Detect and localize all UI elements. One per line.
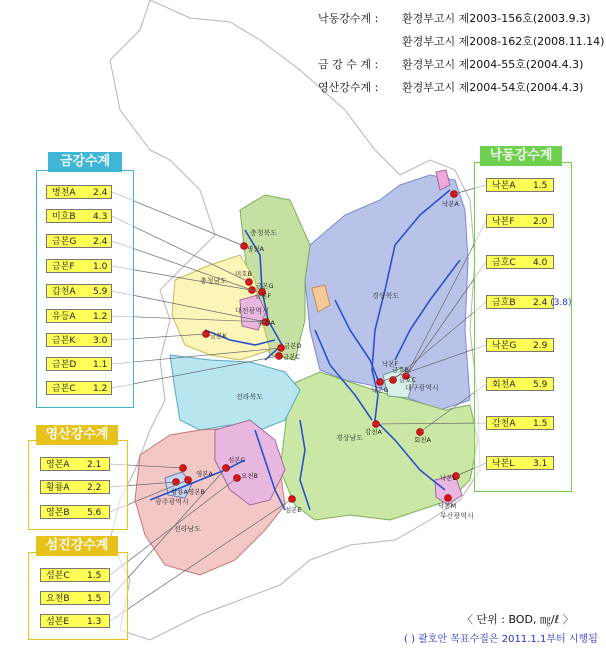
legend-notice: 환경부고시 제2004-54호(2004.4.3) — [402, 81, 584, 94]
map-label: 병천A — [247, 245, 265, 253]
map-label: 황룡A — [171, 488, 189, 496]
label-jeonbuk: 전라북도 — [236, 393, 264, 401]
nakdong-panel-title: 낙동강수계 — [480, 146, 562, 166]
map-label: 요천B — [241, 472, 259, 480]
map-label: 금호C — [399, 376, 417, 384]
nakdong-panel — [474, 162, 572, 492]
legend-notice: 환경부고시 제2004-55호(2004.4.3) — [402, 58, 584, 71]
map-label: 금본C — [283, 353, 301, 361]
yeongsan-panel-title: 영산강수계 — [36, 425, 118, 445]
map-label: 섬본C — [228, 456, 246, 464]
legend-row — [318, 79, 604, 96]
legend-system — [318, 33, 402, 50]
nakdong-station: 낙본A 1.5 — [486, 178, 554, 192]
yeongsan-station: 영본B 5.6 — [40, 505, 110, 519]
footnote: ( ) 괄호안 목표수질은 2011.1.1부터 시행됨 — [404, 634, 598, 645]
label-jeonnam: 전라남도 — [174, 525, 202, 533]
geum-station: 병천A 2.4 — [46, 185, 112, 199]
map-label: 낙본A — [442, 200, 460, 208]
nakdong-station: 감천A 1.5 — [486, 416, 554, 430]
nakdong-station: 금호B 2.4 (3.8) — [486, 295, 554, 309]
map-label: 낙본M — [438, 502, 457, 510]
map-label: 감천A — [365, 428, 383, 436]
legend-notice: 환경부고시 제2003-156호(2003.9.3) — [402, 12, 591, 25]
geum-station: 갑천A 5.9 — [46, 284, 112, 298]
label-chungbuk: 충청북도 — [250, 229, 278, 237]
nakdong-station: 낙본G 2.9 — [486, 338, 554, 352]
label-daejeon: 대전광역시 — [235, 307, 269, 315]
legend-row — [318, 56, 604, 73]
legend-system: 금 강 수 계 : — [318, 58, 379, 71]
map-label: 섬본E — [285, 506, 302, 514]
nakdong-station: 낙본L 3.1 — [486, 456, 554, 470]
seomjin-station: 섬본C 1.5 — [40, 568, 110, 582]
geum-station: 금본G 2.4 — [46, 234, 112, 248]
legend-notice: 환경부고시 제2008-162호(2008.11.14) — [402, 35, 605, 48]
map-label: 회천A — [414, 436, 432, 444]
nakdong-station: 회천A 5.9 — [486, 377, 554, 391]
label-busan: 부산광역시 — [440, 512, 474, 520]
legend-row — [318, 33, 604, 50]
map-label: 금호B — [392, 366, 410, 374]
map-label: 영본A — [196, 470, 214, 478]
region-jeonbuk — [170, 355, 300, 430]
nakdong-station: 낙본F 2.0 — [486, 214, 554, 228]
geum-station: 금본D 1.1 — [46, 357, 112, 371]
legend-system: 낙동강수계 : — [318, 12, 379, 25]
geum-station: 금본K 3.0 — [46, 333, 112, 347]
map-label: 낙본L — [440, 474, 457, 482]
geum-panel-title: 금강수계 — [48, 152, 122, 172]
geum-station: 미호B 4.3 — [46, 209, 112, 223]
map-label: 낙본F — [382, 360, 399, 368]
map-label: 유등A — [258, 319, 276, 327]
map-label: 영본B — [188, 488, 206, 496]
map-label: 금본G — [256, 282, 274, 290]
seomjin-panel-title: 섬진강수계 — [36, 536, 118, 556]
label-gyeongbuk: 경상북도 — [372, 292, 400, 300]
yeongsan-station: 황룡A 2.2 — [40, 480, 110, 494]
yeongsan-station: 영본A 2.1 — [40, 457, 110, 471]
unit-note: 〈 단위 : BOD, ㎎/ℓ 〉 — [462, 613, 574, 626]
map-label: 금본F — [255, 292, 272, 300]
legend — [318, 10, 604, 96]
seomjin-station: 요천B 1.5 — [40, 591, 110, 605]
nakdong-station: 금호C 4.0 — [486, 255, 554, 269]
label-gyeongnam: 경상남도 — [336, 434, 364, 442]
geum-station: 금본C 1.2 — [46, 381, 112, 395]
map-label: 미호B — [235, 270, 253, 278]
map-label: 낙본G — [371, 386, 389, 394]
seomjin-station: 섬본E 1.3 — [40, 614, 110, 628]
label-gwangju: 광주광역시 — [155, 498, 189, 506]
map-label: 금본D — [284, 342, 302, 350]
label-chungnam: 충청남도 — [200, 277, 228, 285]
legend-row — [318, 10, 604, 27]
geum-station: 금본F 1.0 — [46, 259, 112, 273]
geum-station: 유등A 1.2 — [46, 309, 112, 323]
map-label: 금본K — [210, 332, 227, 340]
legend-system: 영산강수계 : — [318, 81, 379, 94]
label-daegu: 대구광역시 — [405, 384, 439, 392]
